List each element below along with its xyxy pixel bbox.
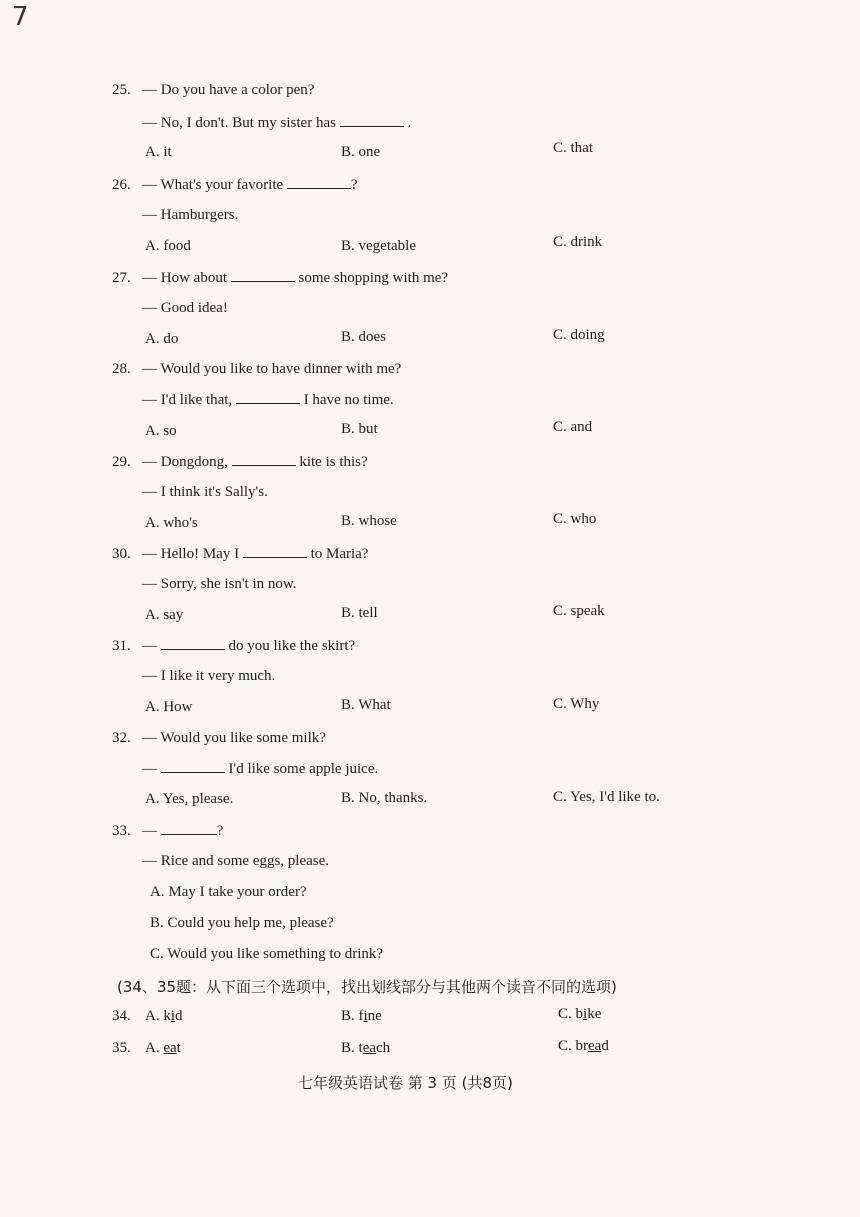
option-a: A. Yes, please. — [145, 791, 234, 807]
question-25: 25. — Do you have a color pen? — [112, 82, 315, 98]
question-28: 28. — Would you like to have dinner with me? — [112, 361, 402, 377]
option-b: B. whose — [341, 513, 397, 529]
phonics-instruction: (34、35题：从下面三个选项中，找出划线部分与其他两个读音不同的选项) — [117, 978, 617, 996]
question-34: 34. — [112, 1008, 131, 1024]
answer-blank — [236, 391, 300, 404]
option-a: A. food — [145, 238, 191, 254]
question-32: 32. — Would you like some milk? — [112, 730, 326, 746]
option-b: B. one — [341, 144, 381, 160]
question-30: 30. — Hello! May I to Maria? — [112, 546, 369, 562]
option-a: A. do — [145, 331, 179, 347]
option-c: C. doing — [553, 327, 605, 343]
option-c: C. Why — [553, 696, 600, 712]
option-b: B. Could you help me, please? — [150, 915, 334, 931]
bleed-through-background — [500, 70, 830, 1070]
option-a: A. who's — [145, 515, 198, 531]
question-35: 35. — [112, 1040, 131, 1056]
question-33: 33. — ? — [112, 823, 224, 839]
option-b: B. teach — [341, 1040, 391, 1056]
answer-blank — [232, 453, 296, 466]
option-b: B. No, thanks. — [341, 790, 428, 806]
option-b: B. fine — [341, 1008, 382, 1024]
question-26-answer: — Hamburgers. — [142, 207, 239, 223]
question-25-answer: — No, I don't. But my sister has . — [142, 115, 412, 131]
question-32-answer: — I'd like some apple juice. — [142, 761, 379, 777]
option-b: B. does — [341, 329, 386, 345]
option-b: B. What — [341, 697, 391, 713]
option-a: A. kid — [145, 1008, 183, 1024]
question-31-answer: — I like it very much. — [142, 668, 276, 684]
option-b: B. but — [341, 421, 378, 437]
option-b: B. vegetable — [341, 238, 416, 254]
answer-blank — [231, 269, 295, 282]
option-c: C. bread — [558, 1038, 609, 1054]
option-a: A. it — [145, 144, 172, 160]
answer-blank — [161, 822, 217, 835]
question-31: 31. — do you like the skirt? — [112, 638, 356, 654]
option-a: A. so — [145, 423, 177, 439]
answer-blank — [243, 545, 307, 558]
option-c: C. bike — [558, 1006, 602, 1022]
option-c: C. who — [553, 511, 597, 527]
option-c: C. Would you like something to drink? — [150, 946, 384, 962]
option-a: A. say — [145, 607, 184, 623]
option-c: C. speak — [553, 603, 605, 619]
option-c: C. that — [553, 140, 593, 156]
answer-blank — [161, 760, 225, 773]
question-29: 29. — Dongdong, kite is this? — [112, 454, 368, 470]
question-29-answer: — I think it's Sally's. — [142, 484, 268, 500]
option-a: A. How — [145, 699, 193, 715]
option-b: B. tell — [341, 605, 378, 621]
answer-blank — [287, 176, 351, 189]
corner-handwritten-mark: 7 — [12, 2, 29, 32]
question-27: 27. — How about some shopping with me? — [112, 270, 449, 286]
question-27-answer: — Good idea! — [142, 300, 228, 316]
question-30-answer: — Sorry, she isn't in now. — [142, 576, 297, 592]
question-33-answer: — Rice and some eggs, please. — [142, 853, 330, 869]
question-28-answer: — I'd like that, I have no time. — [142, 392, 394, 408]
option-c: C. Yes, I'd like to. — [553, 789, 660, 805]
option-a: A. May I take your order? — [150, 884, 307, 900]
option-c: C. drink — [553, 234, 603, 250]
page-footer: 七年级英语试卷 第 3 页 (共8页) — [298, 1074, 513, 1092]
answer-blank — [340, 114, 404, 127]
option-a: A. eat — [145, 1040, 181, 1056]
option-c: C. and — [553, 419, 593, 435]
question-26: 26. — What's your favorite ? — [112, 177, 358, 193]
answer-blank — [161, 637, 225, 650]
